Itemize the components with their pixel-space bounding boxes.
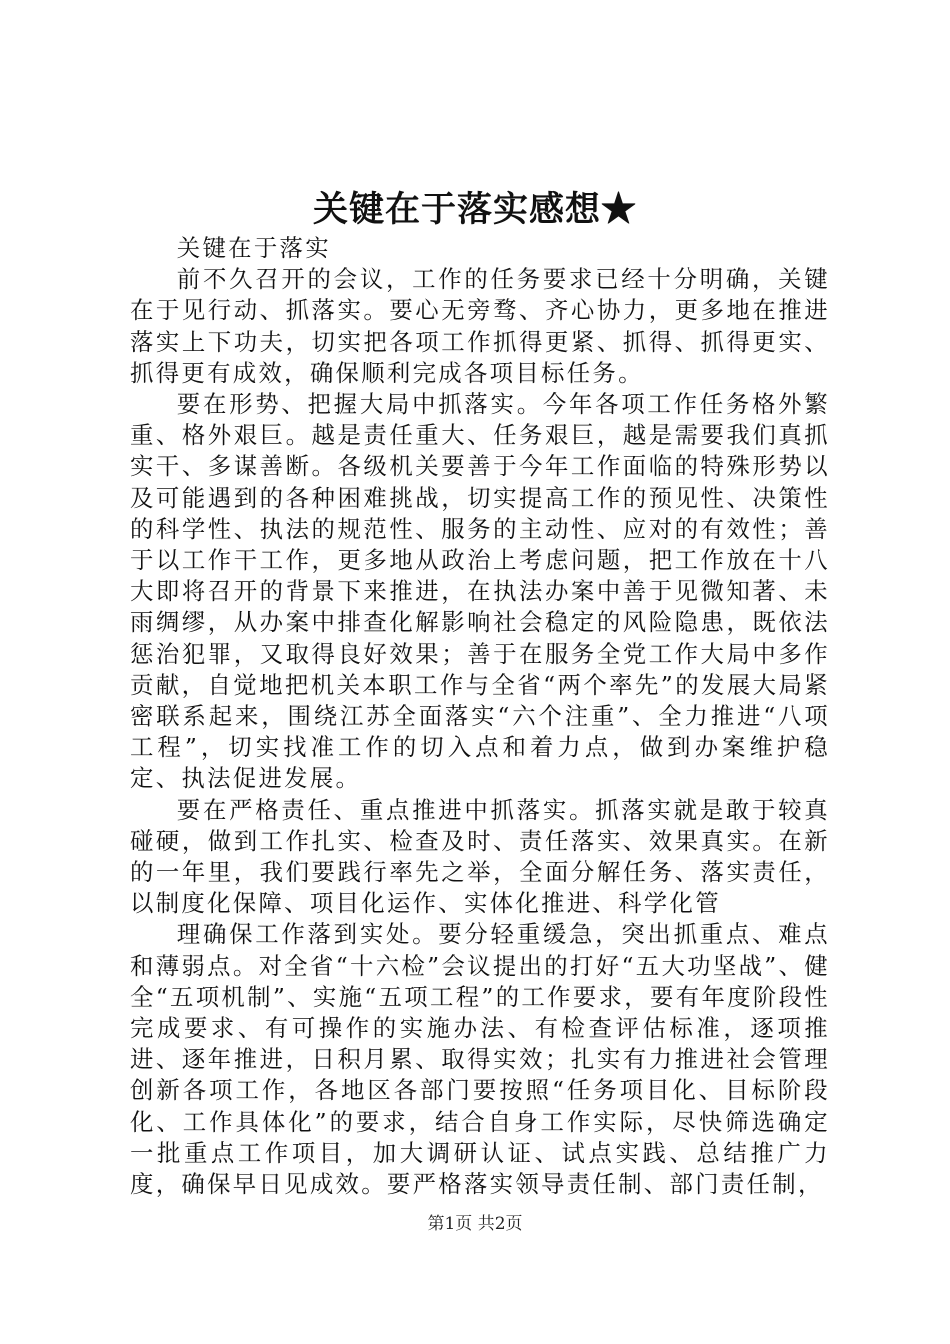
paragraph: 要在严格责任、重点推进中抓落实。抓落实就是敢于较真碰硬，做到工作扎实、检查及时、责任落实、效果真实。在新的一年里，我们要践行率先之举，全面分解任务、落实责任，以制度化保障、项目化运作、实体化推进、科学化管 — [130, 795, 830, 918]
paragraph: 前不久召开的会议，工作的任务要求已经十分明确，关键在于见行动、抓落实。要心无旁骛、齐心协力，更多地在推进落实上下功夫，切实把各项工作抓得更紧、抓得、抓得更实、抓得更有成效，确保顺利完成各项目标任务。 — [130, 265, 830, 387]
document-body — [130, 233, 830, 1200]
section-heading: 关键在于落实 — [176, 234, 331, 262]
page-footer: 第1页 共2页 — [427, 1214, 523, 1234]
paragraph: 要在形势、把握大局中抓落实。今年各项工作任务格外繁重、格外艰巨。越是责任重大、任务艰巨，越是需要我们真抓实干、多谋善断。各级机关要善于今年工作面临的特殊形势以及可能遇到的各种困难挑战，切实提高工作的预见性、决策性的科学性、执法的规范性、服务的主动性、应对的有效性；善于以工作干工作，更多地从政治上考虑问题，把工作放在十八大即将召开的背景下来推进，在执法办案中善于见微知著、未雨绸缪，从办案中排查化解影响社会稳定的风险隐患，既依法惩治犯罪，又取得良好效果；善于在服务全党工作大局中多作贡献，自觉地把机关本职工作与全省“两个率先”的发展大局紧密联系起来，围绕江苏全面落实“六个注重”、全力推进“八项工程”，切实找准工作的切入点和着力点，做到办案维护稳定、执法促进发展。 — [130, 390, 830, 793]
paragraph: 理确保工作落到实处。要分轻重缓急，突出抓重点、难点和薄弱点。对全省“十六检”会议提出的打好“五大功坚战”、健全“五项机制”、实施“五项工程”的工作要求，要有年度阶段性完成要求、有可操作的实施办法、有检查评估标准，逐项推进、逐年推进，日积月累、取得实效；扎实有力推进社会管理创新各项工作，各地区各部门要按照“任务项目化、目标阶段化、工作具体化”的要求，结合自身工作实际，尽快筛选确定一批重点工作项目，加大调研认证、试点实践、总结推广力度，确保早日见成效。要严格落实领导责任制、部门责任制， — [130, 920, 830, 1199]
page-title: 关键在于落实感想★ — [312, 189, 637, 230]
